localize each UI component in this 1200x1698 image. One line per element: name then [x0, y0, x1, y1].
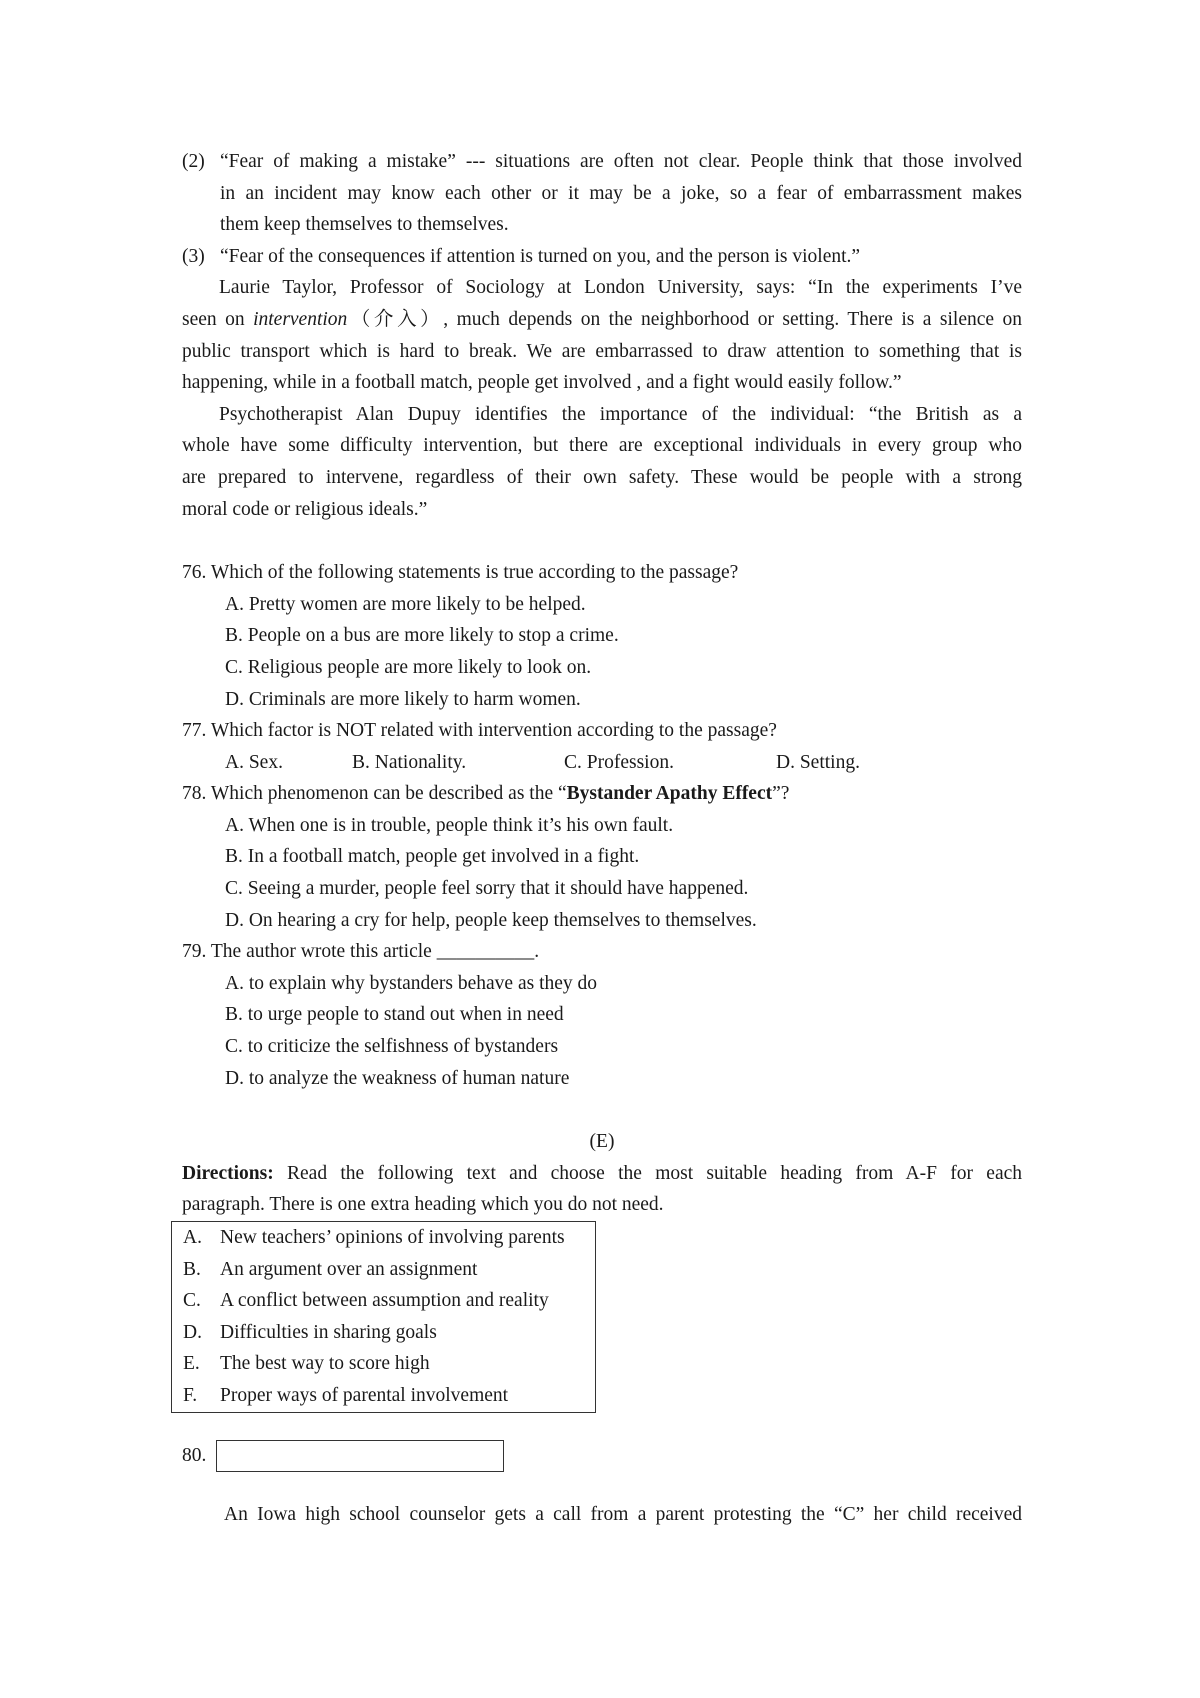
- answer-option[interactable]: A. Pretty women are more likely to be helped.: [225, 593, 586, 615]
- heading-text: A conflict between assumption and reality: [220, 1290, 549, 1312]
- text-line: moral code or religious ideals.”: [182, 498, 428, 520]
- answer-option[interactable]: A. Sex.: [225, 751, 283, 773]
- heading-text: The best way to score high: [220, 1353, 430, 1375]
- text-span: 78. Which phenomenon can be described as the “: [182, 783, 567, 805]
- directions-label: Directions:: [182, 1162, 274, 1184]
- heading-option: [183, 1380, 595, 1412]
- question-76: [182, 557, 1022, 715]
- heading-letter: F.: [183, 1384, 198, 1406]
- answer-option[interactable]: B. In a football match, people get involved in a fight.: [225, 846, 640, 868]
- text-span: seen on: [182, 308, 254, 330]
- text-line: happening, while in a football match, people get involved , and a fight would easily follow.”: [182, 372, 902, 394]
- heading-text: New teachers’ opinions of involving parents: [220, 1227, 565, 1248]
- text-line: “Fear of the consequences if attention is turned on you, and the person is violent.”: [220, 245, 861, 267]
- text-line: public transport which is hard to break. We are embarrassed to draw attention to something that is: [182, 340, 1022, 362]
- answer-option[interactable]: D. Setting.: [776, 751, 860, 773]
- answer-option[interactable]: A. to explain why bystanders behave as they do: [225, 972, 598, 994]
- heading-letter: B.: [183, 1258, 201, 1280]
- text-line: are prepared to intervene, regardless of their own safety. These would be people with a strong: [182, 466, 1022, 488]
- section-label: (E): [589, 1131, 615, 1153]
- text-line: [182, 1158, 1022, 1190]
- text-span: ”?: [772, 783, 790, 805]
- answer-80-box[interactable]: [216, 1440, 504, 1472]
- text-line: Laurie Taylor, Professor of Sociology at London University, says: “In the experiments I’ve: [219, 277, 1022, 299]
- heading-option: [183, 1285, 595, 1317]
- question-stem: 79. The author wrote this article __________.: [182, 941, 540, 963]
- question-77: [182, 715, 1022, 778]
- answer-option[interactable]: D. Criminals are more likely to harm women.: [225, 688, 581, 710]
- heading-text: Difficulties in sharing goals: [220, 1321, 437, 1343]
- answer-options-row: [182, 747, 1022, 779]
- text-span: （介入）, much depends on the neighborhood or setting. There is a silence on: [347, 308, 1023, 330]
- heading-option: [183, 1254, 595, 1286]
- heading-letter: E.: [183, 1353, 200, 1375]
- dupuy-paragraph: [182, 399, 1022, 525]
- heading-letter: C.: [183, 1290, 201, 1312]
- heading-text: Proper ways of parental involvement: [220, 1384, 509, 1406]
- heading-option: [183, 1348, 595, 1380]
- text-line: Psychotherapist Alan Dupuy identifies the importance of the individual: “the British as a: [219, 403, 1022, 425]
- question-stem: 76. Which of the following statements is true according to the passage?: [182, 562, 739, 584]
- text-line: “Fear of making a mistake” --- situations are often not clear. People think that those involved: [220, 151, 1022, 172]
- answer-option[interactable]: B. to urge people to stand out when in need: [225, 1004, 564, 1026]
- answer-option[interactable]: B. People on a bus are more likely to stop a crime.: [225, 625, 619, 647]
- text-span: Read the following text and choose the most suitable heading from A-F for each: [273, 1162, 1022, 1184]
- reason-item-3: [182, 241, 1022, 273]
- heading-option: [183, 1317, 595, 1349]
- bold-term: Bystander Apathy Effect: [566, 783, 773, 805]
- answer-80-row: [182, 1439, 1022, 1473]
- directions: [182, 1158, 1022, 1221]
- heading-text: An argument over an assignment: [220, 1258, 478, 1280]
- item-number: (3): [182, 245, 205, 267]
- answer-option[interactable]: D. On hearing a cry for help, people keep themselves to themselves.: [225, 909, 757, 931]
- question-79: [182, 936, 1022, 1094]
- text-line: [182, 304, 1022, 336]
- text-line: An Iowa high school counselor gets a call from a parent protesting the “C” her child received: [224, 1503, 1022, 1525]
- question-78: [182, 778, 1022, 936]
- answer-option[interactable]: C. Religious people are more likely to look on.: [225, 656, 592, 678]
- question-stem: 77. Which factor is NOT related with intervention according to the passage?: [182, 720, 777, 742]
- taylor-paragraph: [182, 272, 1022, 398]
- heading-option: [183, 1222, 595, 1254]
- answer-option[interactable]: C. Seeing a murder, people feel sorry that it should have happened.: [225, 878, 749, 900]
- document-page: [182, 146, 1022, 1530]
- question-number: 80.: [182, 1444, 207, 1466]
- heading-letter: A.: [183, 1227, 202, 1248]
- answer-option[interactable]: D. to analyze the weakness of human nature: [225, 1067, 570, 1089]
- answer-option[interactable]: A. When one is in trouble, people think it’s his own fault.: [225, 814, 674, 836]
- text-line: whole have some difficulty intervention, but there are exceptional individuals in every group who: [182, 435, 1022, 457]
- answer-option[interactable]: C. to criticize the selfishness of bystanders: [225, 1036, 559, 1058]
- answer-option[interactable]: B. Nationality.: [352, 751, 467, 773]
- reason-item-2: [182, 146, 1022, 241]
- question-stem: [182, 778, 1022, 810]
- text-line: paragraph. There is one extra heading which you do not need.: [182, 1194, 664, 1216]
- headings-box: [171, 1221, 596, 1413]
- text-line: them keep themselves to themselves.: [220, 214, 509, 236]
- text-line: in an incident may know each other or it may be a joke, so a fear of embarrassment makes: [220, 182, 1022, 204]
- answer-option[interactable]: C. Profession.: [564, 751, 674, 773]
- italic-term: intervention: [253, 308, 348, 330]
- item-number: (2): [182, 151, 205, 172]
- heading-letter: D.: [183, 1321, 202, 1343]
